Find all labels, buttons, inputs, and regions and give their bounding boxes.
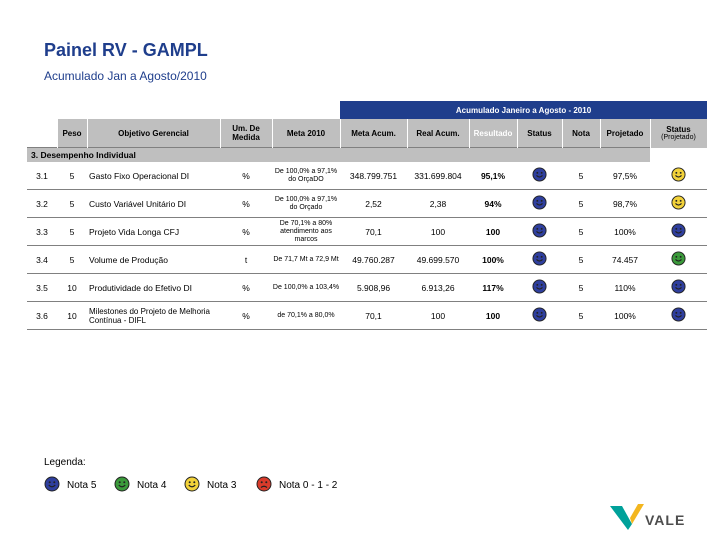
table-banner-row: [27, 101, 707, 119]
cell-meta-acum: 348.799.751: [340, 162, 407, 190]
smiley-yellow-icon: [671, 195, 686, 212]
cell-peso: 5: [57, 190, 87, 218]
cell-status: [517, 218, 562, 246]
cell-id: 3.3: [27, 218, 57, 246]
smiley-blue-icon: [44, 476, 67, 495]
cell-nota: 5: [562, 162, 600, 190]
legend-label: Nota 3: [207, 480, 237, 491]
cell-meta-2010: De 100,0% a 103,4%: [272, 274, 340, 302]
smiley-blue-icon: [532, 223, 547, 240]
cell-meta-2010: De 100,0% a 97,1% do OrçaDO: [272, 162, 340, 190]
cell-nota: 5: [562, 246, 600, 274]
cell-nota: 5: [562, 190, 600, 218]
smiley-blue-icon: [532, 251, 547, 268]
cell-real-acum: 49.699.570: [407, 246, 469, 274]
cell-meta-2010: De 71,7 Mt a 72,9 Mt: [272, 246, 340, 274]
cell-resultado: 94%: [469, 190, 517, 218]
table-row: [27, 162, 707, 190]
smiley-blue-icon: [532, 195, 547, 212]
page-subtitle: Acumulado Jan a Agosto/2010: [44, 69, 207, 83]
cell-peso: 5: [57, 246, 87, 274]
legend-item: [114, 476, 166, 495]
cell-peso: 10: [57, 274, 87, 302]
smiley-blue-icon: [671, 279, 686, 296]
smiley-blue-icon: [671, 223, 686, 240]
legend-item: [44, 476, 96, 495]
smiley-red-icon: [256, 476, 279, 495]
smiley-blue-icon: [532, 279, 547, 296]
cell-resultado: 100: [469, 302, 517, 330]
legend-title: Legenda:: [44, 457, 86, 468]
cell-meta-acum: 5.908,96: [340, 274, 407, 302]
cell-meta-acum: 49.760.287: [340, 246, 407, 274]
legend-item: [256, 476, 337, 495]
legend: [44, 476, 444, 496]
header-real-acum: Real Acum.: [407, 119, 469, 148]
cell-meta-acum: 70,1: [340, 218, 407, 246]
cell-projetado: 74.457: [600, 246, 650, 274]
section-row: [27, 148, 707, 163]
header-status-projetado-sub: (Projetado): [661, 134, 696, 142]
cell-meta-acum: 2,52: [340, 190, 407, 218]
cell-id: 3.4: [27, 246, 57, 274]
smiley-yellow-icon: [184, 476, 207, 495]
smiley-blue-icon: [671, 307, 686, 324]
cell-objetivo: Projeto Vida Longa CFJ: [87, 218, 220, 246]
cell-unidade: t: [220, 246, 272, 274]
cell-meta-acum: 70,1: [340, 302, 407, 330]
cell-resultado: 95,1%: [469, 162, 517, 190]
legend-item: [184, 476, 236, 495]
smiley-green-icon: [671, 251, 686, 268]
cell-nota: 5: [562, 274, 600, 302]
cell-status: [517, 274, 562, 302]
cell-objetivo: Milestones do Projeto de Melhoria Contínua - DIFL: [87, 302, 220, 330]
vale-logo-text: VALE: [645, 512, 686, 528]
smiley-blue-icon: [532, 167, 547, 184]
cell-projetado: 98,7%: [600, 190, 650, 218]
cell-id: 3.5: [27, 274, 57, 302]
performance-table: [27, 101, 708, 330]
cell-meta-2010: de 70,1% a 80,0%: [272, 302, 340, 330]
cell-id: 3.1: [27, 162, 57, 190]
cell-status: [517, 246, 562, 274]
section-title: 3. Desempenho Individual: [27, 148, 650, 163]
cell-real-acum: 331.699.804: [407, 162, 469, 190]
cell-objetivo: Gasto Fixo Operacional DI: [87, 162, 220, 190]
header-status: Status: [517, 119, 562, 148]
cell-unidade: %: [220, 190, 272, 218]
cell-status-projetado: [650, 190, 707, 218]
cell-meta-2010: De 100,0% a 97,1% do Orçado: [272, 190, 340, 218]
table-row: [27, 274, 707, 302]
cell-objetivo: Volume de Produção: [87, 246, 220, 274]
performance-table-container: [27, 101, 707, 330]
header-status-projetado-label: Status: [666, 125, 691, 135]
table-body: [27, 162, 707, 330]
header-meta-2010: Meta 2010: [272, 119, 340, 148]
table-row: [27, 218, 707, 246]
cell-id: 3.2: [27, 190, 57, 218]
cell-resultado: 100%: [469, 246, 517, 274]
cell-real-acum: 2,38: [407, 190, 469, 218]
cell-id: 3.6: [27, 302, 57, 330]
smiley-green-icon: [114, 476, 137, 495]
table-banner: Acumulado Janeiro a Agosto - 2010: [340, 101, 707, 119]
cell-real-acum: 6.913,26: [407, 274, 469, 302]
table-row: [27, 190, 707, 218]
cell-status-projetado: [650, 246, 707, 274]
header-peso: Peso: [57, 119, 87, 148]
cell-status-projetado: [650, 274, 707, 302]
cell-peso: 10: [57, 302, 87, 330]
table-row: [27, 302, 707, 330]
cell-resultado: 117%: [469, 274, 517, 302]
table-header-row: [27, 119, 707, 148]
cell-projetado: 97,5%: [600, 162, 650, 190]
cell-peso: 5: [57, 218, 87, 246]
table-row: [27, 246, 707, 274]
cell-status: [517, 190, 562, 218]
cell-unidade: %: [220, 302, 272, 330]
cell-nota: 5: [562, 302, 600, 330]
header-resultado: Resultado: [469, 119, 517, 148]
cell-unidade: %: [220, 274, 272, 302]
page-title: Painel RV - GAMPL: [44, 40, 208, 60]
cell-objetivo: Custo Variável Unitário DI: [87, 190, 220, 218]
cell-meta-2010: De 70,1% a 80% atendimento aos marcos: [272, 218, 340, 246]
cell-status-projetado: [650, 162, 707, 190]
header-meta-acum: Meta Acum.: [340, 119, 407, 148]
cell-real-acum: 100: [407, 218, 469, 246]
header-status-projetado: [650, 119, 707, 148]
header-projetado: Projetado: [600, 119, 650, 148]
cell-real-acum: 100: [407, 302, 469, 330]
cell-status-projetado: [650, 218, 707, 246]
cell-status: [517, 162, 562, 190]
cell-unidade: %: [220, 162, 272, 190]
cell-resultado: 100: [469, 218, 517, 246]
legend-label: Nota 5: [67, 480, 97, 491]
legend-label: Nota 0 - 1 - 2: [279, 480, 338, 491]
smiley-yellow-icon: [671, 167, 686, 184]
header-nota: Nota: [562, 119, 600, 148]
smiley-blue-icon: [532, 307, 547, 324]
legend-label: Nota 4: [137, 480, 167, 491]
cell-nota: 5: [562, 218, 600, 246]
cell-projetado: 100%: [600, 218, 650, 246]
cell-peso: 5: [57, 162, 87, 190]
cell-status-projetado: [650, 302, 707, 330]
header-unidade: Um. De Medida: [220, 119, 272, 148]
cell-status: [517, 302, 562, 330]
cell-projetado: 110%: [600, 274, 650, 302]
cell-projetado: 100%: [600, 302, 650, 330]
cell-objetivo: Produtividade do Efetivo DI: [87, 274, 220, 302]
cell-unidade: %: [220, 218, 272, 246]
header-objetivo: Objetivo Gerencial: [87, 119, 220, 148]
